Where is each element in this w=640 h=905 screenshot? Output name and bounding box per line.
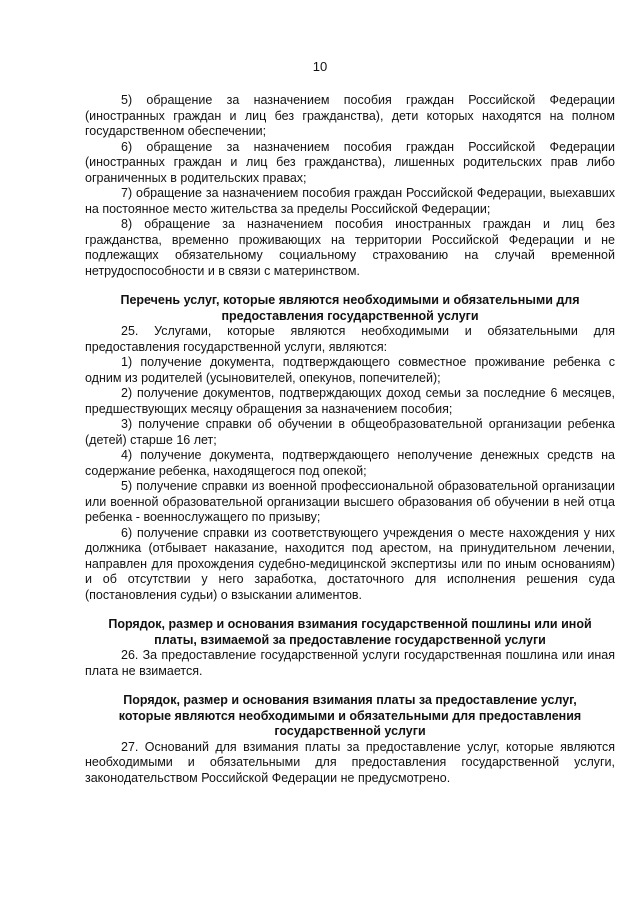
- document-body: [85, 93, 615, 786]
- section-heading-service-fee: Порядок, размер и основания взимания платы за предоставление услуг, которые являются необходимыми и обязательными для предоставления государственной услуги: [118, 693, 582, 738]
- paragraph-25-item-1: 1) получение документа, подтверждающего совместное проживание ребенка с одним из родителей (усыновителей, опекунов, попечителей);: [85, 355, 615, 385]
- paragraph-25-item-4: 4) получение документа, подтверждающего неполучение денежных средств на содержание ребенка, находящегося под опекой;: [85, 448, 615, 478]
- page-number: 10: [312, 59, 328, 74]
- paragraph-25-item-6: 6) получение справки из соответствующего учреждения о месте нахождения у них должника (отбывает наказание, находится под арестом, на принудительном лечении, направлен для прохождения судебно-медицинской экспертизы или по иным основаниям) и об отсутствии у него заработка, достаточного для исполнения решения суда (постановления судьи) о взыскании алиментов.: [85, 525, 615, 602]
- paragraph-item-7: 7) обращение за назначением пособия граждан Российской Федерации, выехавших на постоянное место жительства за пределы Российской Федерации;: [85, 186, 615, 216]
- paragraph-27: 27. Оснований для взимания платы за предоставление услуг, которые являются необходимыми и обязательными для предоставления государственной услуги, законодательством Российской Федерации не предусмотрено.: [85, 739, 615, 785]
- section-heading-services-list: Перечень услуг, которые являются необходимыми и обязательными для предоставления государственной услуги: [120, 293, 580, 323]
- paragraph-item-8: 8) обращение за назначением пособия иностранных граждан и лиц без гражданства, временно проживающих на территории Российской Федерации и не подлежащих обязательному социальному страхованию на случай временной нетрудоспособности и в связи с материнством.: [85, 217, 615, 278]
- paragraph-25: 25. Услугами, которые являются необходимыми и обязательными для предоставления государственной услуги, являются:: [85, 324, 615, 354]
- paragraph-26: 26. За предоставление государственной услуги государственная пошлина или иная плата не взимается.: [85, 648, 615, 678]
- paragraph-25-item-3: 3) получение справки об обучении в общеобразовательной организации ребенка (детей) старше 16 лет;: [85, 417, 615, 447]
- paragraph-25-item-2: 2) получение документов, подтверждающих доход семьи за последние 6 месяцев, предшествующих месяцу обращения за назначением пособия;: [85, 386, 615, 416]
- paragraph-25-item-5: 5) получение справки из военной профессиональной образовательной организации или военной образовательной организации высшего образования об обучении в ней отца ребенка - военнослужащего по призыву;: [85, 479, 615, 524]
- section-heading-state-fee: Порядок, размер и основания взимания государственной пошлины или иной платы, взимаемой за предоставление государственной услуги: [108, 617, 592, 647]
- paragraph-item-5: 5) обращение за назначением пособия граждан Российской Федерации (иностранных граждан и лиц без гражданства), дети которых находятся на полном государственном обеспечении;: [85, 93, 615, 138]
- paragraph-item-6: 6) обращение за назначением пособия граждан Российской Федерации (иностранных граждан и лиц без гражданства), лишенных родительских прав либо ограниченных в родительских правах;: [85, 139, 615, 185]
